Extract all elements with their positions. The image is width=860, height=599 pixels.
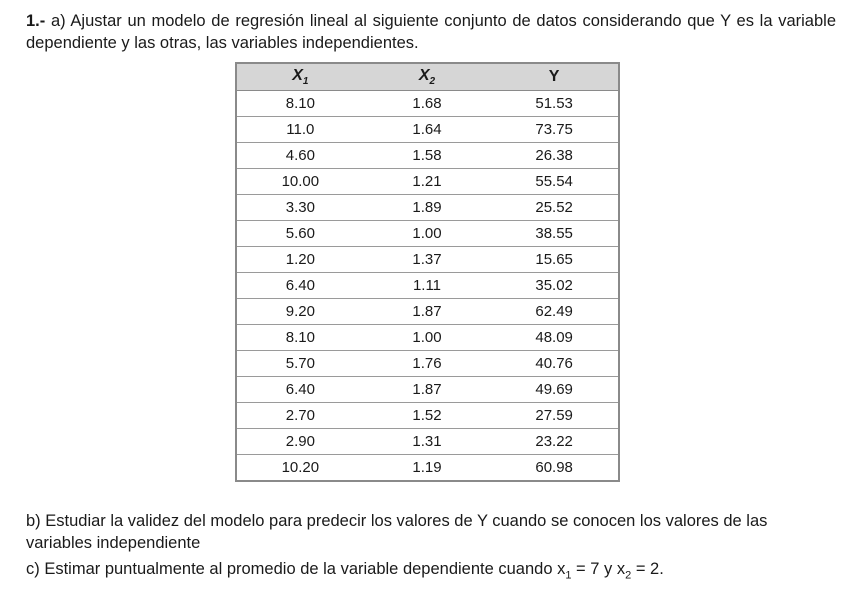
data-table-container — [235, 62, 620, 482]
table-row — [236, 299, 619, 325]
cell-x2: 1.19 — [412, 459, 442, 476]
cell-x1: 2.90 — [236, 429, 364, 455]
table-row — [236, 455, 619, 482]
cell-x1: 9.20 — [236, 299, 364, 325]
header-x2: $X_2$ — [364, 63, 491, 91]
table-row — [236, 117, 619, 143]
cell-x2: 1.00 — [364, 325, 491, 351]
header-y: Y — [490, 63, 619, 91]
cell-y: 49.69 — [490, 377, 619, 403]
table-row — [236, 273, 619, 299]
cell-x2: 1.58 — [364, 143, 491, 169]
cell-y: 48.09 — [490, 325, 619, 351]
table-row — [236, 247, 619, 273]
part-b-text: b) Estudiar la validez del modelo para predecir los valores de Y cuando se conocen los valores de las variables independiente — [26, 512, 768, 552]
data-table — [235, 62, 620, 482]
header-x1: $X_1$ — [236, 63, 364, 91]
cell-x1: 8.10 — [236, 325, 364, 351]
cell-x2: 1.89 — [364, 195, 491, 221]
cell-y: 23.22 — [490, 429, 619, 455]
cell-x2: 1.11 — [364, 273, 491, 299]
cell-x1: 5.60 — [236, 221, 364, 247]
table-row — [236, 195, 619, 221]
cell-x2: 1.21 — [364, 169, 491, 195]
problem-statement — [26, 10, 836, 54]
cell-y: 51.53 — [490, 91, 619, 117]
cell-x2: 1.52 — [364, 403, 491, 429]
table-header-row — [236, 63, 619, 91]
part-a-text: a) Ajustar un modelo de regresión lineal al siguiente conjunto de datos considerando que Y es la variable dependiente y las otras, las variables independientes. — [26, 12, 836, 52]
cell-x1: 6.40 — [236, 273, 364, 299]
cell-x1: 10.20 — [281, 459, 320, 476]
cell-x2: 1.87 — [364, 377, 491, 403]
cell-y: 26.38 — [490, 143, 619, 169]
cell-x1: 11.0 — [236, 117, 364, 143]
table-row — [236, 169, 619, 195]
table-row — [236, 351, 619, 377]
cell-y: 38.55 — [490, 221, 619, 247]
part-c-text: c) Estimar puntualmente al promedio de la variable dependiente cuando $x_1 = 7$ y $x_2 = 2$. — [26, 560, 664, 582]
table-row — [236, 143, 619, 169]
table-body — [236, 91, 619, 482]
cell-y: 35.02 — [490, 273, 619, 299]
table-row — [236, 221, 619, 247]
cell-x1: 5.70 — [236, 351, 364, 377]
cell-x1: 8.10 — [236, 91, 364, 117]
cell-y: 25.52 — [490, 195, 619, 221]
cell-x2: 1.00 — [364, 221, 491, 247]
cell-x1: 1.20 — [236, 247, 364, 273]
cell-y: 60.98 — [535, 459, 573, 476]
table-row — [236, 377, 619, 403]
cell-x2: 1.37 — [364, 247, 491, 273]
table-row — [236, 91, 619, 117]
cell-x2: 1.68 — [364, 91, 491, 117]
cell-x2: 1.31 — [364, 429, 491, 455]
table-row — [236, 403, 619, 429]
cell-x2: 1.64 — [364, 117, 491, 143]
cell-y: 62.49 — [490, 299, 619, 325]
cell-y: 55.54 — [490, 169, 619, 195]
cell-y: 27.59 — [490, 403, 619, 429]
cell-x1: 2.70 — [236, 403, 364, 429]
cell-x1: 10.00 — [236, 169, 364, 195]
table-row — [236, 325, 619, 351]
cell-y: 15.65 — [490, 247, 619, 273]
cell-x1: 6.40 — [236, 377, 364, 403]
cell-x2: 1.76 — [364, 351, 491, 377]
cell-x2: 1.87 — [364, 299, 491, 325]
table-row — [236, 429, 619, 455]
cell-x1: 4.60 — [236, 143, 364, 169]
problem-number: 1.- — [26, 12, 46, 30]
cell-y: 40.76 — [490, 351, 619, 377]
cell-y: 73.75 — [490, 117, 619, 143]
cell-x1: 3.30 — [236, 195, 364, 221]
